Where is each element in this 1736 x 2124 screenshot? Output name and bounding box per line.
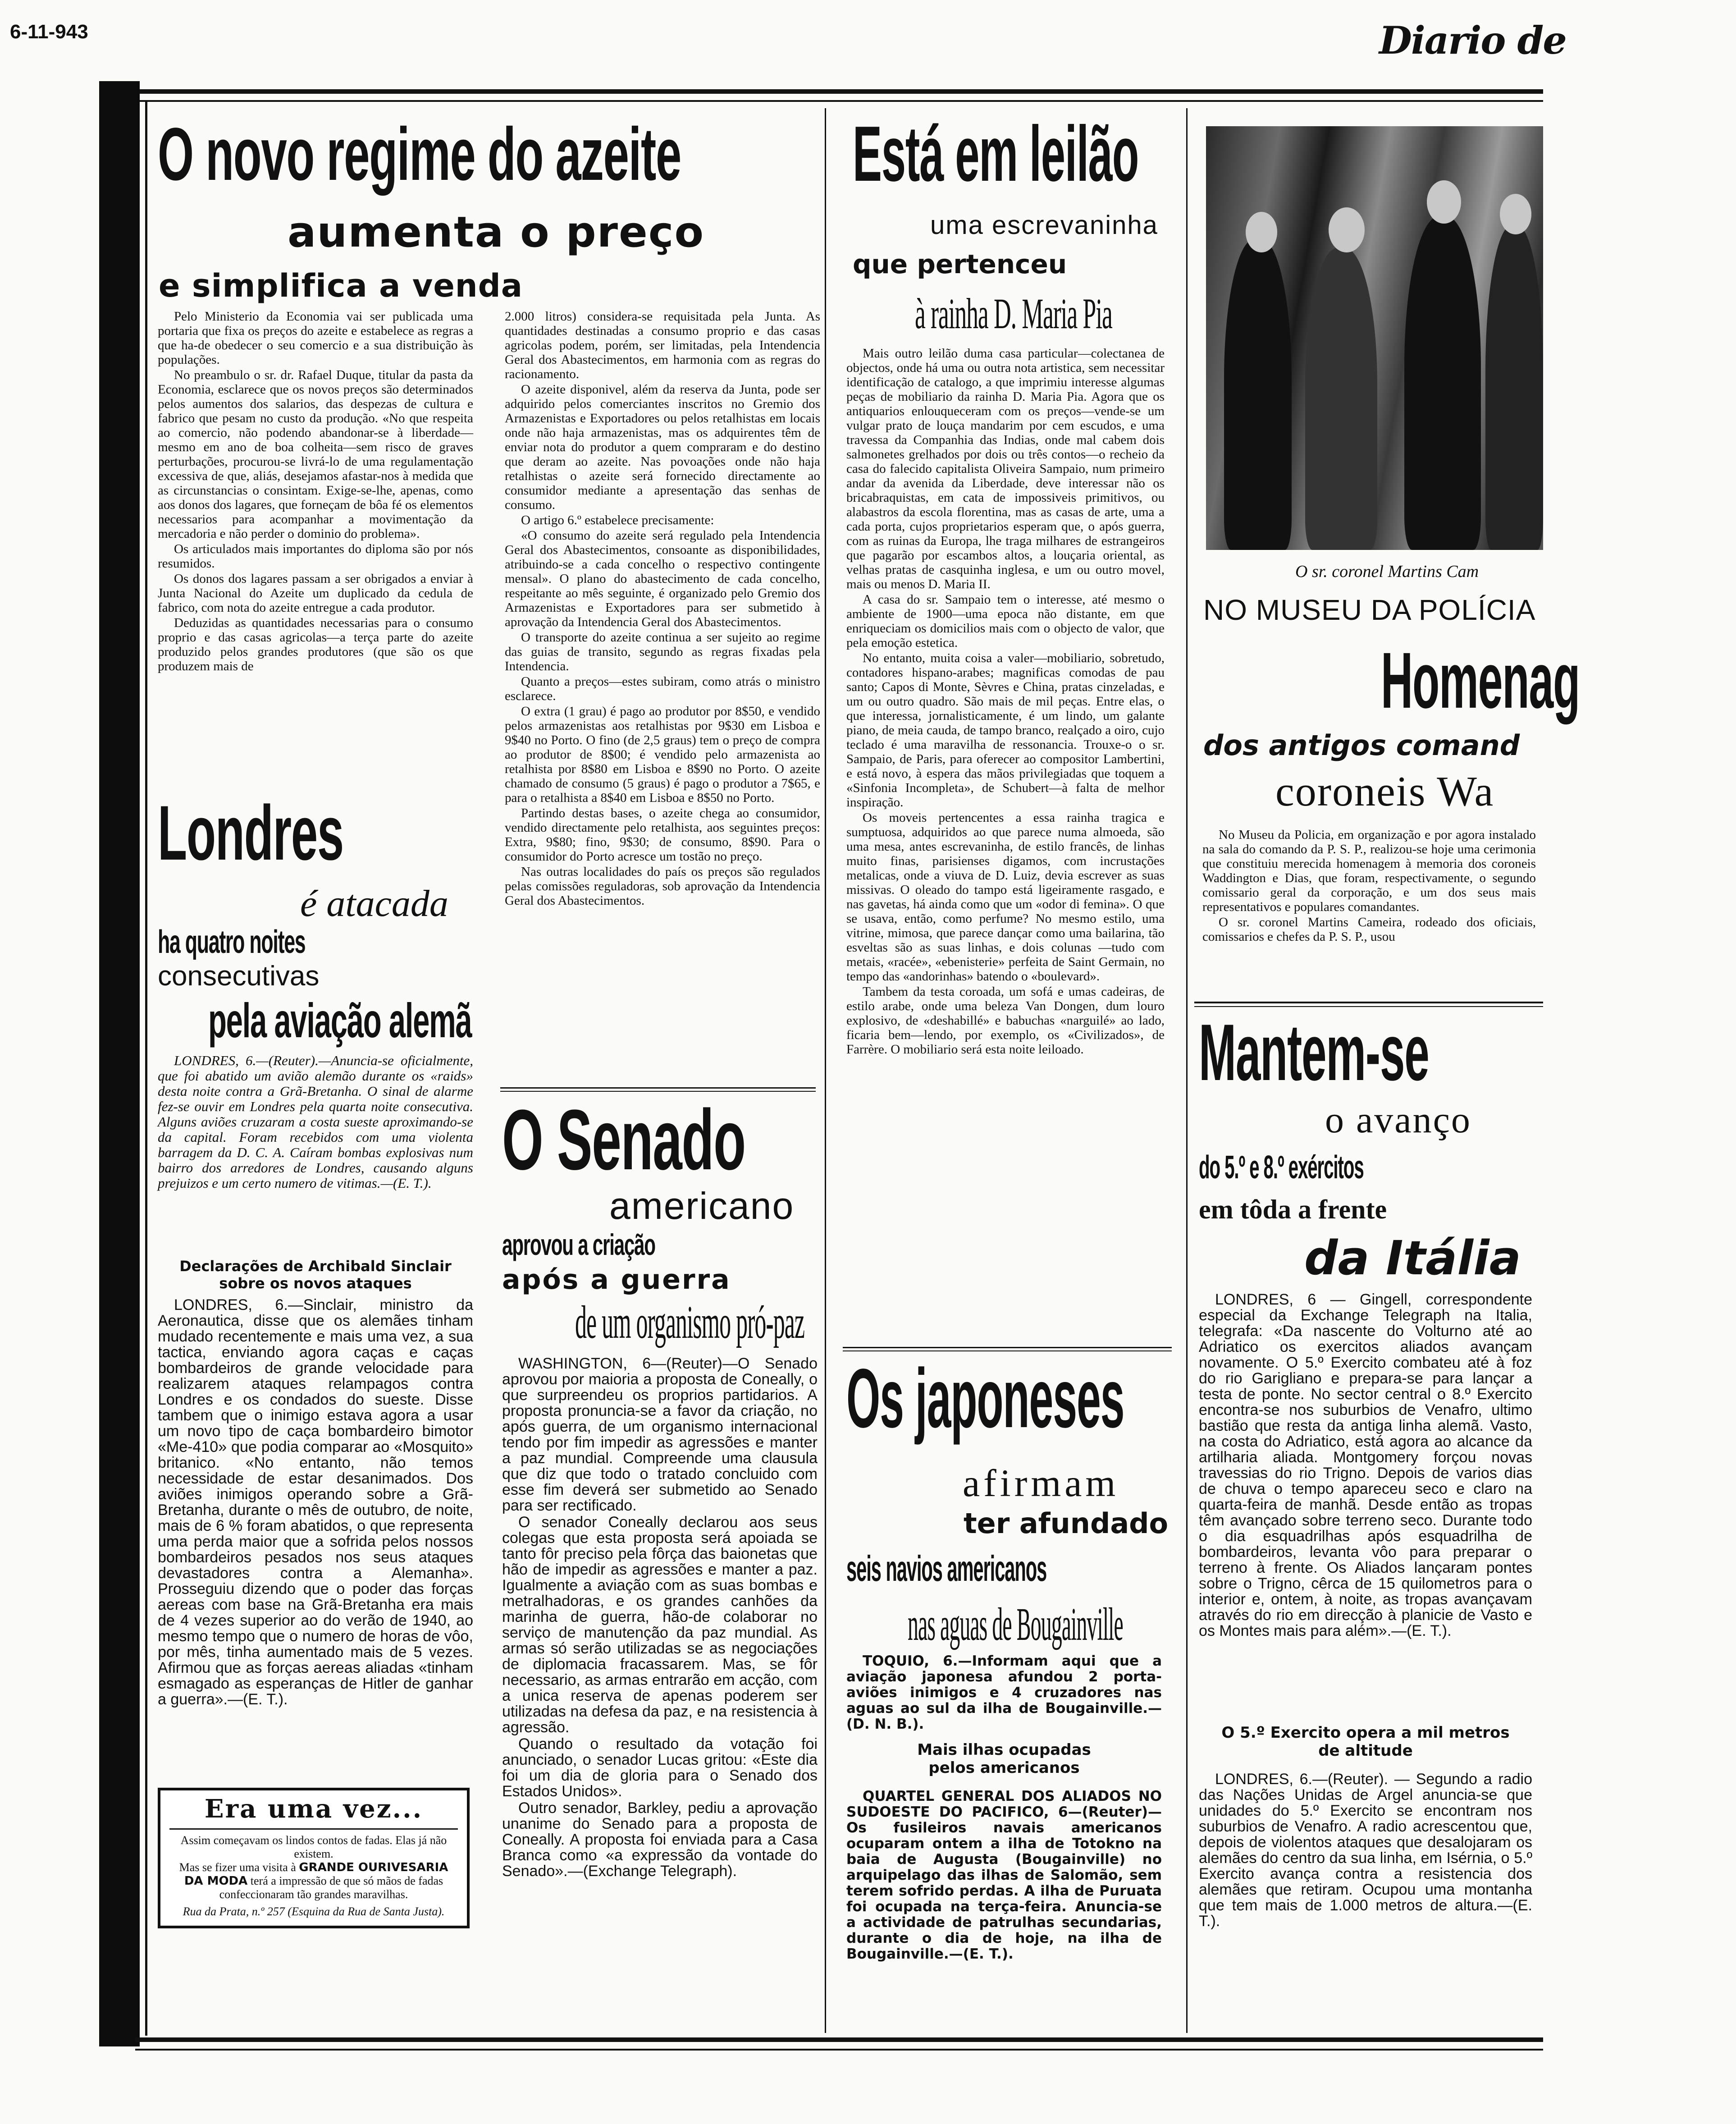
londres-body: LONDRES, 6.—Sinclair, ministro da Aeronautica, disse que os alemães tinham mudado recentemente e mais uma vez, a sua tactica, enviando agora caças e caças bombardeiros de grande velocidade para realizarem ataques relampagos contra Londres e os condados do sueste. Disse tambem que o inimigo estava agora a usar um novo tipo de caça bombardeiro bimotor «Me-410» que podia comparar ao «Mosquito» britanico. «No entanto, não temos necessidade de estar desanimados. Dos aviões inimigos operando sobre a Grã-Bretanha, durante o mês de outubro, de noite, mais de 6 % foram abatidos, o que representa uma perda maior que a sofrida pelos nossos bombardeiros pesados nos seus ataques devastadores contra a Alemanha». Prosseguiu dizendo que o poder das forças aereas com base na Grã-Bretanha era mais de 4 vezes superior ao do verão de 1940, ao mesmo tempo que o numero de horas de vôo, por mês, tinha aumentado mais de 5 vezes. Afirmou que as forças aereas aliadas «tinham esmagado as esperanças de Hitler de ganhar a guerra».—(E. T.). (158, 1296, 473, 1708)
londres-headline (158, 790, 457, 876)
photo-caption: O sr. coronel Martins Cam (1295, 562, 1479, 581)
column-rule (825, 108, 826, 2033)
paragraph: 2.000 litros) considera-se requisitada pela Junta. As quantidades destinadas a consumo proprio e das casas agricolas podem, porém, ser limitadas, pela Intendencia Geral dos Abastecimentos, em harmonia com as regras do racionamento. (505, 309, 820, 381)
section-rule (500, 1087, 816, 1089)
subhead-line: Declarações de Archibald Sinclair (179, 1258, 452, 1275)
museu-subtitle: dos antigos comand (1203, 729, 1520, 762)
japoneses-subtitle: nas aguas de Bougainville (908, 1598, 1123, 1650)
londres-title: Londres (158, 790, 343, 876)
ad-address: Rua da Prata, n.º 257 (Esquina da Rua de Santa Justa). (183, 1905, 445, 1918)
ceremony-photo (1206, 126, 1543, 550)
italia-body-2: LONDRES, 6.—(Reuter). — Segundo a radio das Nações Unidas de Argel anuncia-se que unidades do 5.º Exercito se encontram nos suburbios de Venafro. A radio acrescentou que, depois de violentos ataques que desalojaram os alemães do centro da sua linha, em Isérnia, o 5.º Exercito avança contra a resistencia dos alemães que retiram. Ocupou uma montanha que tem mais de 1.000 metros de altura.—(E. T.). (1199, 1771, 1532, 1930)
londres-subtitle: pela aviação alemã (208, 993, 472, 1048)
column-rule (1186, 108, 1188, 2033)
senado-subtitle-wrap (575, 1298, 1034, 1347)
japoneses-subtitle-wrap (846, 1550, 1231, 1588)
paragraph: Os donos dos lagares passam a ser obrigados a enviar à Junta Nacional do Azeite um duplicado da cedula de fabrico, com nota do azeite entregue a cada produtor. (158, 572, 473, 615)
section-rule (1194, 1006, 1543, 1007)
ad-rule (169, 1828, 458, 1830)
leilao-subtitle: à rainha D. Maria Pia (915, 289, 1112, 338)
subhead-line: Mais ilhas ocupadas (917, 1741, 1091, 1759)
paragraph: O artigo 6.º estabelece precisamente: (521, 513, 714, 527)
subhead-line: pelos americanos (928, 1759, 1080, 1777)
top-rule-thick (99, 89, 1543, 94)
londres-subtitle: é atacada (300, 883, 448, 925)
londres-subtitle: consecutivas (158, 961, 320, 992)
leilao-body (846, 346, 1165, 1057)
italia-headline (1199, 1007, 1610, 1097)
italia-subtitle: da Itália (1304, 1231, 1521, 1286)
japoneses-title: Os japoneses (846, 1352, 1124, 1445)
photo-face (1427, 180, 1461, 224)
masthead: Diario de (1379, 18, 1566, 63)
paragraph: No preambulo o sr. dr. Rafael Duque, titular da pasta da Economia, esclarece que os novos preços são determinados pelos aumentos dos salarios, das despezas de cultura e fabrico que pesam no custo da produção. «No que respeita ao comercio, não podendo abandonar-se à liberdade—mesmo em ano de boa colheita—sem risco de graves perturbações, procurou-se livrá-lo de uma regulamentação excessiva de que, aliás, desejamos afastar-nos à medida que as circunstancias o consintam. Exige-se-lhe, apenas, como aos donos dos lagares, que forneçam de bôa fé os elementos necessarios para acompanhar a movimentação da mercadoria e não perder o dominio do problema». (158, 368, 473, 541)
londres-subtitle-wrap (208, 995, 633, 1046)
bottom-rule-thick (135, 2037, 1543, 2042)
ad-line-part: terá a impressão de que só mãos de fadas confeccionaram tão grandes maravilhas. (219, 1874, 443, 1901)
ad-line: Assim começavam os lindos contos de fadas. Elas já não existem. (180, 1834, 447, 1860)
londres-subtitle-wrap (158, 925, 396, 959)
section-rule (843, 1347, 1172, 1348)
senado-title: O Senado (502, 1092, 745, 1188)
photo-face (1246, 212, 1277, 252)
paragraph: O azeite disponivel, além da reserva da Junta, pode ser adquirido pelos comerciantes inscritos no Gremio dos Armazenistas e Exportadores ou pelos retalhistas em locais onde não haja armazenistas, mas os adquirentes têm de enviar nota do produtor a quem compraram e do destino que deram ao azeite. Nas povoações onde não haja retalhistas o azeite será fornecido directamente ao consumidor mediante a apresentação das senhas de consumo. (505, 382, 820, 512)
section-rule (843, 1350, 1172, 1351)
left-frame-line (145, 102, 147, 2036)
ad-brand: GRANDE OURIVESARIA DA MODA (184, 1861, 448, 1888)
bottom-rule-thin (135, 2049, 1543, 2051)
leilao-title: Está em leilão (853, 110, 1139, 197)
italia-subtitle: o avanço (1325, 1099, 1471, 1141)
azeite-subtitle: aumenta o preço (288, 208, 705, 257)
paragraph: Tambem da testa coroada, um sofá e umas cadeiras, de estilo arabe, onde uma beleza Van Dongen, dum louro explosivo, de «deshabillé» e babuchas «narguilé» ao lado, ficaria bem—lendo, por exemplo, os «Civilizados», de Farrère. O mobiliario será esta noite leiloado. (846, 984, 1165, 1057)
paragraph: Os articulados mais importantes do diploma são por nós resumidos. (158, 542, 473, 571)
ad-title: Era uma vez... (204, 1794, 423, 1824)
senado-subtitle: americano (609, 1185, 795, 1227)
azeite-subtitle: e simplifica a venda (159, 267, 523, 304)
leilao-subtitle: uma escrevaninha (930, 211, 1158, 240)
ad-line (171, 1861, 456, 1901)
paragraph: WASHINGTON, 6—(Reuter)—O Senado aprovou por maioria a proposta de Coneally, o que surpreendeu os proprios partidarios. A proposta pronuncia-se a favor da criação, no após guerra, de um organismo internacional tendo por fim impedir as agressões e manter a paz mundial. Compreende uma clausula que diz que todo o tratado concluido com esse fim deverá ser submetido ao Senado para ser rectificado. (502, 1355, 818, 1514)
azeite-column-2 (505, 309, 820, 909)
senado-subtitle: aprovou a criação (502, 1228, 655, 1261)
paragraph: Quando o resultado da votação foi anunciado, o senador Lucas gritou: «Este dia foi um dia de gloria para o Senado dos Estados Unidos». (502, 1735, 818, 1800)
paragraph: Nas outras localidades do país os preços são regulados pelas comissões reguladoras, sob aprovação da Intendencia Geral dos Abastecimentos. (505, 865, 820, 908)
paragraph: Deduzidas as quantidades necessarias para o consumo proprio e das casas agricolas—a terça parte do azeite produzido pelos grandes produtores (que são os que produzem mais de (158, 616, 473, 673)
photo-face (1329, 207, 1365, 252)
senado-subtitle-wrap (502, 1229, 741, 1260)
senado-headline (502, 1092, 895, 1188)
museu-body (1202, 828, 1536, 945)
japoneses-subtitle: ter afundado (964, 1507, 1169, 1540)
italia-title: Mantem-se (1199, 1007, 1429, 1097)
italia-subtitle: em tôda a frente (1199, 1195, 1387, 1224)
photo-face (1500, 194, 1531, 234)
paragraph: No Museu da Policia, em organização e por agora instalado na sala do comando da P. S. P., realizou-se hoje uma cerimonia que constituiu merecida homenagem à memoria dos coroneis Waddington e Dias, que foram, respectivamente, o segundo comissario geral da corporação, e um dos seus mais representativos e populares comandantes. (1202, 828, 1536, 914)
paragraph: A casa do sr. Sampaio tem o interesse, até mesmo o ambiente de 1900—uma epoca não distante, em que enriqueciam os domicilios mais com o objecto de valor, que pela emoção estetica. (846, 592, 1165, 650)
paragraph: O sr. coronel Martins Cameira, rodeado dos oficiais, comissarios e chefes da P. S. P., usou (1202, 915, 1536, 944)
subhead-line: de altitude (1318, 1742, 1413, 1760)
ad-box (158, 1788, 470, 1928)
museu-kicker: NO MUSEU DA POLÍCIA (1203, 594, 1536, 626)
senado-body (502, 1356, 818, 1880)
senado-subtitle: de um organismo pró-paz (575, 1296, 804, 1348)
japoneses-body: QUARTEL GENERAL DOS ALIADOS NO SUDOESTE DO PACIFICO, 6—(Reuter)—Os fusileiros navais americanos ocuparam ontem a ilha de Totokno na baia de Augusta (Bougainville) no arquipelago das ilhas de Salomão, sem terem sofrido perdas. A ilha de Puruata foi ocupada na terça-feira. Anuncia-se a actividade de patrulhas secundarias, durante o dia de hoje, na ilha de Bougainville.—(E. T.). (846, 1788, 1162, 1962)
paragraph: Os moveis pertencentes a essa rainha tragica e sumptuosa, adquiridos ao que parece numa almoeda, são uma mesa, antes escrevaninha, de estilo francês, de linhas muito finas, parisienses digamos, com incrustações metalicas, onde a viuva de D. Luiz, devia escrever as suas missivas. O oleado do tampo está ligeiramente rasgado, e nas gavetas, há ainda como que um «odor di femina». O que se usava, então, como perfume? No mesmo estilo, uma vitrine, mimosa, que parece dançar como uma bailarina, tão esveltas são as suas linhas, e dois colunas —tudo com metais, «racée», «ebenisterie» perfeita de Saint Germain, no tempo das «andorinhas» batendo o «boulevard». (846, 810, 1165, 984)
japoneses-subtitle: seis navios americanos (846, 1548, 1047, 1588)
paragraph: Pelo Ministerio da Economia vai ser publicada uma portaria que fixa os preços do azeite e estabelece as regras a que ha-de obedecer o seu comercio e a sua distribuição às populações. (158, 309, 473, 367)
paragraph: «O consumo do azeite será regulado pela Intendencia Geral dos Abastecimentos, consoante as disponibilidades, atribuindo-se a cada concelho o respectivo contingente mensal». O plano do abastecimento de cada concelho, respeitante ao mês seguinte, é organizado pelo Gremio dos Armazenistas e Exportadores para ser submetido à aprovação da Intendencia Geral dos Abastecimentos. (505, 528, 820, 629)
paragraph: Outro senador, Barkley, pediu a aprovação unanime do Senado para a proposta de Coneally. A proposta foi enviada para a Casa Branca como «a expressão da vontade do Senado».—(Exchange Telegraph). (502, 1799, 818, 1880)
section-rule (500, 1091, 816, 1092)
londres-lead: LONDRES, 6.—(Reuter).—Anuncia-se oficialmente, que foi abatido um avião alemão durante os «raids» desta noite contra a Grã-Bretanha. O sinal de alarme fez-se ouvir em Londres pela quarta noite consecutiva. Alguns aviões cruzaram a costa sueste aproximando-se da capital. Foram recebidos com uma violenta barragem da D. C. A. Caíram bombas explosivas num bairro dos arredores de Londres, causando alguns prejuizos e um certo numero de vitimas.—(E. T.). (158, 1053, 473, 1191)
londres-subhead (158, 1258, 473, 1292)
ad-line-part: Mas se fizer uma visita à (179, 1861, 299, 1874)
italia-body: LONDRES, 6 — Gingell, correspondente especial da Exchange Telegraph na Italia, telegrafa: «Da nascente do Volturno até ao Adriatico os exercitos aliados avançam novamente. O 5.º Exercito combateu até à foz do rio Garigliano e prepara-se para lançar a testa de ponte. No sector central o 8.º Exercito encontra-se nos suburbios de Venafro, ultimo bastião que resta da antiga linha alemã. Vasto, na costa do Adriatico, está agora ao alcance da artilharia aliada. Montgomery forçou novas travessias do rio Trigno. Depois de varios dias de chuva o tempo apareceu seco e claro na quarta-feira de manhã. Desde então as tropas têm avançado sobre terreno seco. Durante todo o dia esquadrilhas após esquadrilha de bombardeiros, levanta vôo para preparar o terreno à frente. Os Aliados lançaram pontes sobre o Trigno, cêrca de 15 quilometros para o interior e, ontem, à noite, as tropas avançavam através do rio em direcção à planicie de Vasto e os Montes mais para além».—(E. T.). (1199, 1291, 1532, 1639)
japoneses-subtitle: afirmam (963, 1461, 1119, 1505)
japoneses-lead: TOQUIO, 6.—Informam aqui que a aviação japonesa afundou 2 porta-aviões inimigos e 4 cruzadores nas aguas ao sul da ilha de Bougainville.—(D. N. B.). (846, 1653, 1162, 1732)
italia-subhead (1199, 1724, 1532, 1760)
azeite-column-1 (158, 309, 473, 674)
paragraph: Mais outro leilão duma casa particular—colectanea de objectos, onde há uma ou outra nota artistica, sem necessitar identificação de catalogo, a que imprimiu interesse algumas peças de mobiliario da rainha D. Maria Pia. Agora que os antiquarios enlouqueceram com os preços—vende-se um vulgar prato de louça mandarim por cem escudos, e uma travessa da Companhia das Indias, onde mal cabem dois salmonetes grelhados por dois ou três contos—o recheio da casa do falecido capitalista Oliveira Sampaio, num primeiro andar da avenida da Liberdade, deve interessar não os bricabraquistas, em cata de impossiveis primitivos, ou alabastros da escola florentina, mas as casas de arte, uma a cada porta, cujos proprietarios esperam que, o após guerra, com as ruinas da Europa, lhe traga milhares de estrangeiros que pagarão por escambos altos, a louçaria oriental, as velhas pratas de casquinha inglesa, e um ou outro movel, mais ou menos D. Maria II. (846, 346, 1165, 591)
top-rule-thin (135, 100, 1543, 102)
photo-figure (1485, 225, 1543, 550)
museu-headline (1381, 636, 1736, 725)
photo-figure (1305, 248, 1377, 550)
photo-figure (1404, 216, 1481, 550)
page-date: 6-11-943 (10, 21, 88, 43)
section-rule (1194, 1002, 1543, 1003)
paragraph: No entanto, muita coisa a valer—mobiliario, sobretudo, contadores hispano-arabes; magnificas comodas de pau santo; Capos di Monte, Sèvres e China, pratas cinzeladas, e um ou outro quadro. São mais de mil peças. Entre elas, o que interessa, jornalisticamente, é um lindo, um galante piano, de meia cauda, de tampo branco, realçado a oiro, cujo teclado é uma maravilha de ressonancia. Trouxe-o o sr. Sampaio, de Paris, para oferecer ao compositor Lambertini, e está novo, à espera das mãos privilegiadas que toquem a «Sinfonia Incompleta», de Schubert—à falta de melhor inspiração. (846, 651, 1165, 810)
paragraph: O senador Coneally declarou aos seus colegas que esta proposta será apoiada se tanto fôr preciso pela fôrça das baionetas que hão de impedir as agressões e manter a paz. Igualmente a aviação com as suas bombas e metralhadoras, e os grandes canhões da marinha de guerra, hão-de colaborar no serviço de manutenção da paz mundial. As armas só serão utilizadas se as negociações de diplomacia fracassarem. Mas, se fôr necessario, as armas entrarão em acção, com a unica reserva de apenas poderem ser utilizadas na defesa da paz, e na resistencia à agressão. (502, 1514, 818, 1736)
subhead-line: O 5.º Exercito opera a mil metros (1221, 1724, 1510, 1742)
leilao-subtitle: que pertenceu (853, 249, 1067, 279)
italia-subtitle-wrap (1199, 1150, 1493, 1185)
subhead-line: sobre os novos ataques (219, 1275, 412, 1292)
photo-figure (1224, 239, 1292, 550)
japoneses-subhead (846, 1741, 1162, 1777)
paragraph: O extra (1 grau) é pago ao produtor por 8$50, e vendido pelos armazenistas aos retalhistas por 9$30 em Lisboa e 9$40 no Porto. O fino (de 2,5 graus) tem o preço de compra ao produtor de 8$00; é vendido pelo armazenista ao retalhista por 8$80 em Lisboa e 8$90 no Porto. O azeite chamado de consumo (5 graus) é pago o produtor a 7$65, e para o retalhista a 8$40 em Lisboa e 8$50 no Porto. (505, 704, 820, 805)
paragraph: Partindo destas bases, o azeite chega ao consumidor, vendido directamente pelo retalhista, aos seguintes preços: Extra, 9$80; fino, 9$30; de consumo, 8$90. Para o consumidor do Porto acresce um tostão no preço. (505, 806, 820, 864)
senado-subtitle: após a guerra (502, 1264, 731, 1295)
londres-subtitle: ha quatro noites (158, 924, 306, 960)
museu-title: Homenag (1381, 636, 1580, 725)
azeite-title: O novo regime do azeite (158, 113, 681, 196)
paragraph: Quanto a preços—estes subiram, como atrás o ministro esclarece. (505, 674, 820, 703)
italia-subtitle: do 5.º e 8.º exércitos (1199, 1149, 1364, 1186)
museu-subtitle: coroneis Wa (1275, 768, 1494, 815)
paragraph: O transporte do azeite continua a ser sujeito ao regime das guias de transito, segundo as regras fixadas pela Intendencia. (505, 630, 820, 673)
left-frame-bar (99, 81, 140, 2046)
ad-text (171, 1834, 456, 1918)
